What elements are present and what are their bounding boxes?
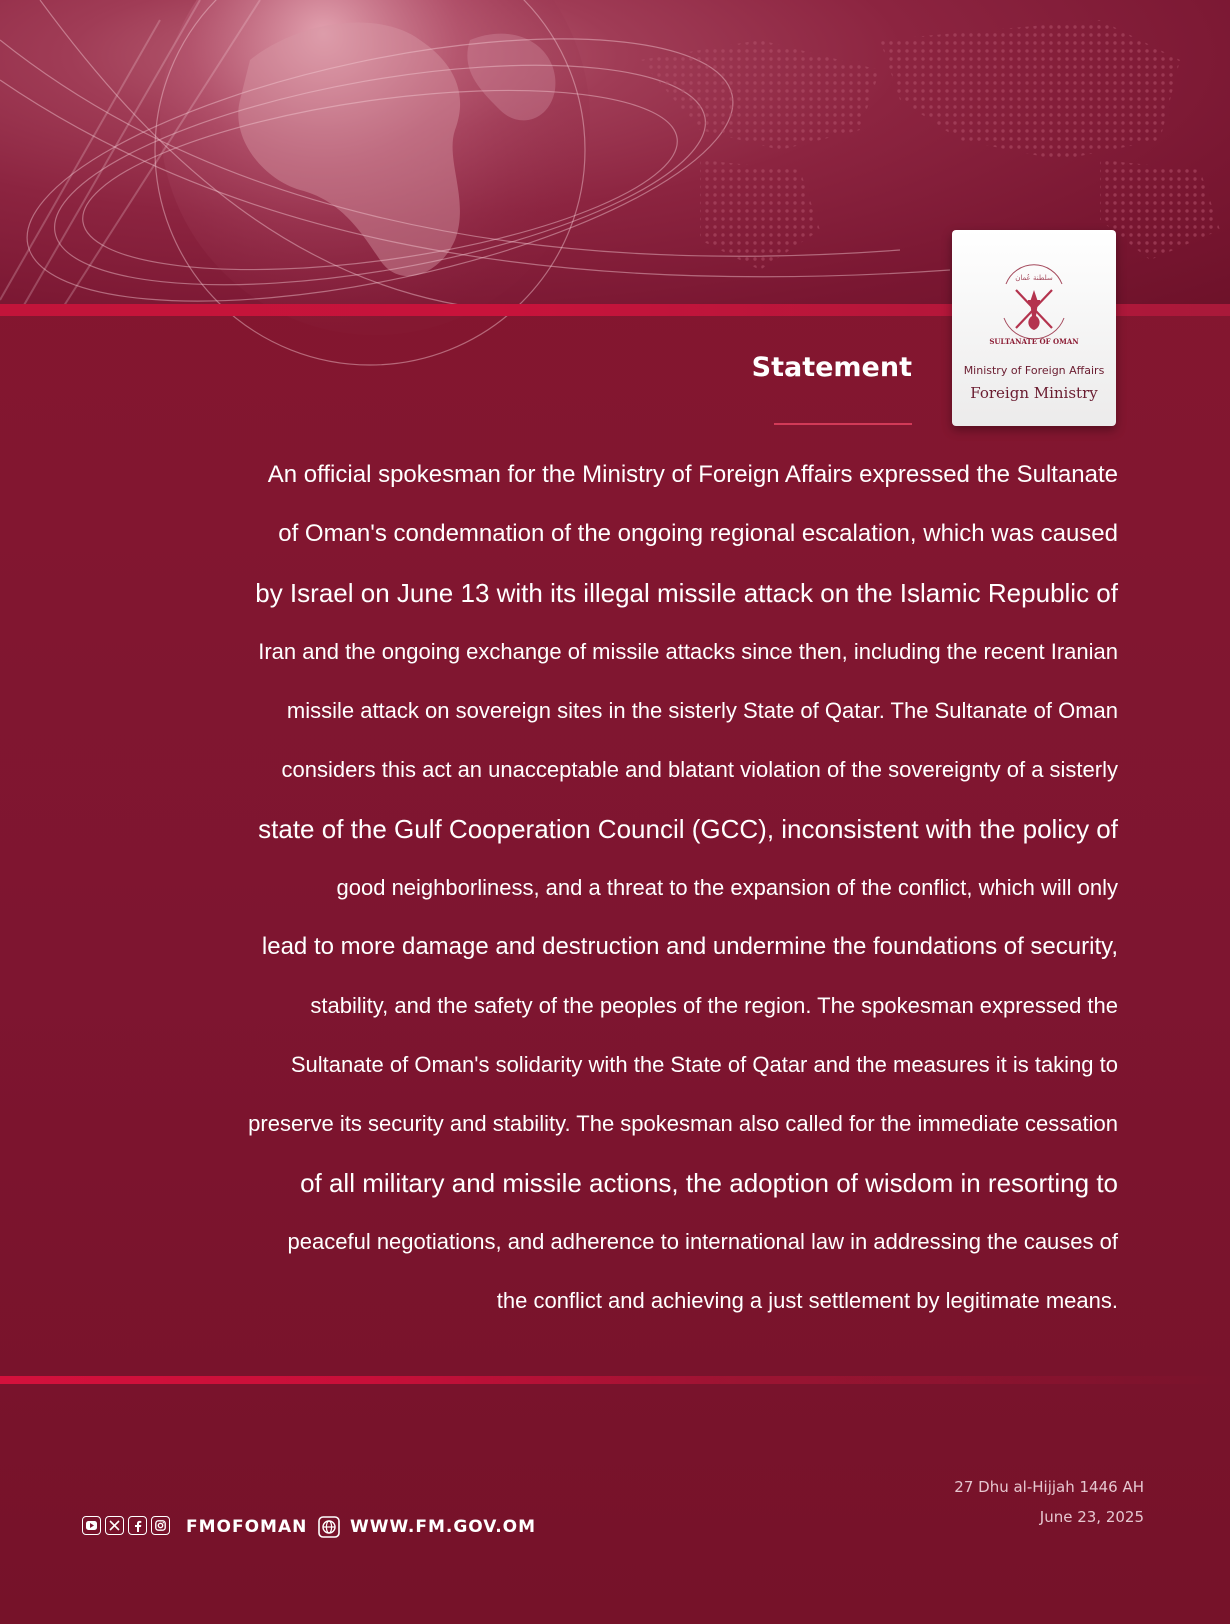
svg-text:SULTANATE OF OMAN: SULTANATE OF OMAN [989,337,1079,346]
statement-line: preserve its security and stability. The spokesman also called for the immediate cessation [248,1111,1118,1136]
svg-text:سلطنة عُمان: سلطنة عُمان [1015,274,1053,282]
ministry-logo [952,230,1116,426]
facebook-icon[interactable] [128,1516,147,1535]
statement-line: Iran and the ongoing exchange of missile attacks since then, including the recent Iranian [258,639,1118,664]
statement-line: state of the Gulf Cooperation Council (GCC), inconsistent with the policy of [258,814,1118,844]
title-underline [774,423,912,425]
oman-emblem-icon [989,264,1079,348]
x-icon[interactable] [105,1516,124,1535]
website-link[interactable]: WWW.FM.GOV.OM [350,1517,537,1537]
statement-body [100,452,1118,1337]
logo-ministry-name: Ministry of Foreign Affairs [963,364,1105,377]
statement-line: missile attack on sovereign sites in the sisterly State of Qatar. The Sultanate of Oman [286,698,1118,723]
social-handle[interactable]: FMOFOMAN [186,1517,308,1537]
statement-line: lead to more damage and destruction and undermine the foundations of security, [261,933,1118,960]
statement-line: of Oman's condemnation of the ongoing regional escalation, which was caused [278,520,1118,547]
youtube-icon[interactable] [82,1516,101,1535]
page-title: Statement [751,352,912,383]
instagram-icon[interactable] [151,1516,170,1535]
statement-line: peaceful negotiations, and adherence to international law in addressing the causes of [287,1229,1118,1254]
statement-line: Sultanate of Oman's solidarity with the State of Qatar and the measures it is taking to [290,1052,1118,1077]
statement-line: good neighborliness, and a threat to the expansion of the conflict, which will only [336,875,1118,900]
globe-icon [318,1516,340,1542]
logo-ministry-name-serif: Foreign Ministry [970,384,1098,402]
statement-line: stability, and the safety of the peoples of the region. The spokesman expressed the [310,993,1118,1018]
statement-line: An official spokesman for the Ministry of Foreign Affairs expressed the Sultanate [267,461,1118,488]
statement-line: of all military and missile actions, the adoption of wisdom in resorting to [300,1168,1118,1198]
statement-line: considers this act an unacceptable and blatant violation of the sovereignty of a sisterly [281,757,1118,782]
statement-line: by Israel on June 13 with its illegal missile attack on the Islamic Republic of [255,578,1118,608]
social-icons [82,1516,170,1536]
section-divider [0,1376,1230,1384]
statement-line: the conflict and achieving a just settlement by legitimate means. [496,1288,1118,1313]
date-hijri: 27 Dhu al-Hijjah 1446 AH [954,1478,1144,1496]
date-gregorian: June 23, 2025 [1039,1508,1144,1526]
